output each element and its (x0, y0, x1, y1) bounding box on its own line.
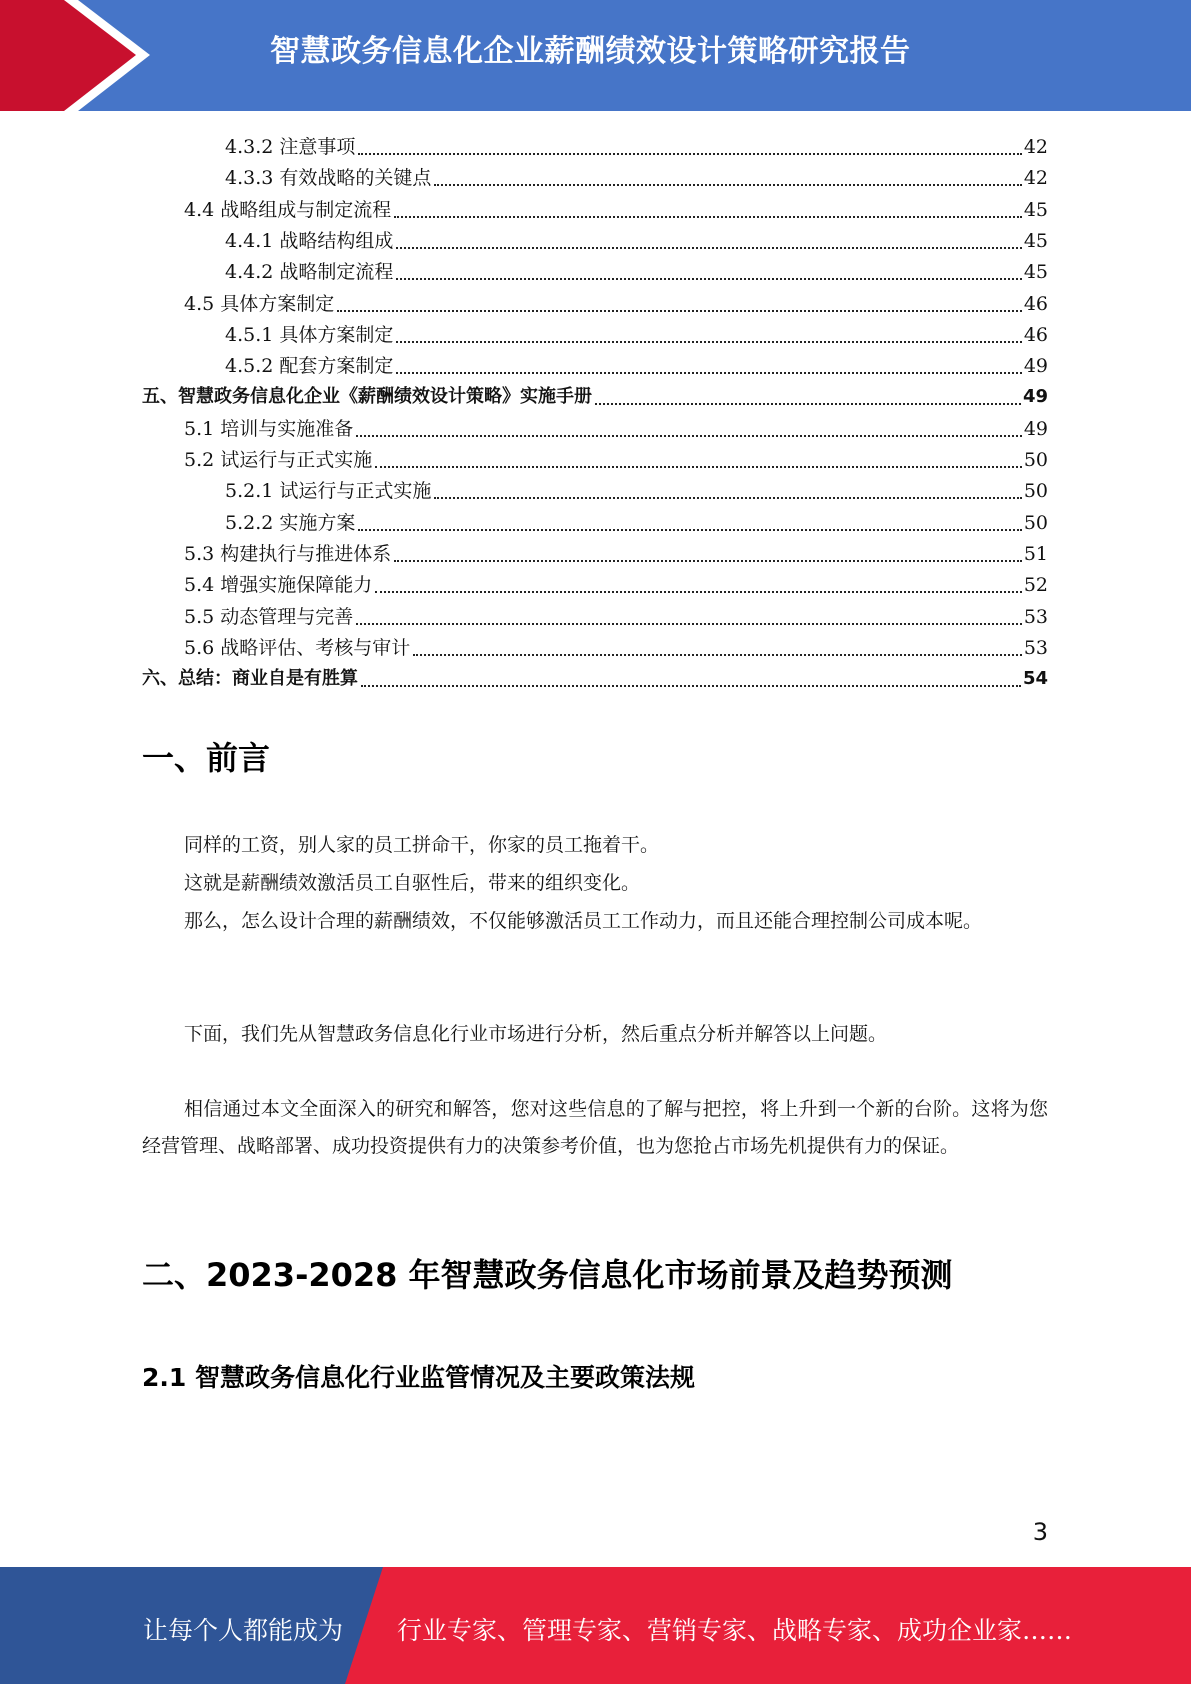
toc-entry[interactable] (225, 347, 1048, 378)
toc-entry-page: 46 (1023, 292, 1048, 315)
toc-entry-page: 49 (1022, 386, 1048, 408)
toc-entry-page: 50 (1023, 449, 1048, 471)
toc-entry-page: 42 (1023, 167, 1048, 190)
toc-entry-page: 53 (1023, 636, 1048, 659)
toc-dot-leader (413, 653, 1022, 656)
toc-entry-label: 4.4.2 战略制定流程 (225, 261, 394, 284)
toc-dot-leader (394, 559, 1022, 562)
paragraph: 相信通过本文全面深入的研究和解答，您对这些信息的了解与把控，将上升到一个新的台阶。这将为您经营管理、战略部署、成功投资提供有力的决策参考价值，也为您抢占市场先机提供有力的保证。 (142, 1098, 1048, 1157)
toc-entry[interactable] (184, 598, 1048, 629)
toc-entry-label: 5.5 动态管理与完善 (184, 605, 354, 628)
toc-entry[interactable] (225, 222, 1048, 253)
toc-entry-label: 4.5 具体方案制定 (184, 292, 335, 315)
report-title: 智慧政务信息化企业薪酬绩效设计策略研究报告 (270, 34, 911, 69)
toc-entry-page: 49 (1023, 355, 1048, 378)
toc-entry[interactable] (184, 441, 1048, 472)
toc-entry-label: 5.2.1 试运行与正式实施 (225, 480, 432, 503)
toc-dot-leader (394, 215, 1022, 218)
toc-entry-label: 4.3.3 有效战略的关键点 (225, 167, 432, 190)
toc-entry-label: 5.6 战略评估、考核与审计 (184, 636, 411, 659)
toc-dot-leader (396, 371, 1021, 374)
toc-entry[interactable] (225, 159, 1048, 190)
toc-dot-leader (396, 277, 1021, 280)
toc-dot-leader (375, 465, 1022, 468)
toc-dot-leader (396, 340, 1021, 343)
toc-entry-page: 42 (1023, 136, 1048, 158)
header-banner (0, 0, 1191, 111)
toc-entry[interactable] (184, 629, 1048, 660)
toc-entry[interactable] (225, 128, 1048, 159)
toc-entry-page: 50 (1023, 511, 1048, 534)
section-heading-market-outlook: 二、2023-2028 年智慧政务信息化市场前景及趋势预测 (142, 1256, 953, 1294)
toc-entry-page: 50 (1023, 480, 1048, 503)
toc-entry[interactable] (184, 410, 1048, 441)
toc-entry-label: 4.5.2 配套方案制定 (225, 355, 394, 378)
toc-entry-page: 52 (1023, 574, 1048, 597)
toc-dot-leader (595, 402, 1021, 405)
toc-entry-label: 5.2.2 实施方案 (225, 511, 356, 534)
toc-dot-leader (356, 622, 1022, 625)
paragraph: 这就是薪酬绩效激活员工自驱性后，带来的组织变化。 (184, 872, 641, 894)
toc-entry-label: 4.5.1 具体方案制定 (225, 323, 394, 346)
page-number: 3 (1032, 1518, 1048, 1546)
toc-dot-leader (434, 496, 1021, 499)
toc-entry[interactable] (184, 566, 1048, 597)
toc-entry-page: 53 (1023, 605, 1048, 628)
toc-entry-label: 4.4.1 战略结构组成 (225, 229, 394, 252)
toc-entry[interactable] (142, 378, 1048, 409)
toc-entry-page: 45 (1023, 198, 1048, 221)
toc-dot-leader (434, 183, 1021, 186)
toc-entry-label: 5.3 构建执行与推进体系 (184, 542, 392, 565)
paragraph: 同样的工资，别人家的员工拼命干，你家的员工拖着干。 (184, 834, 660, 856)
paragraph: 那么，怎么设计合理的薪酬绩效，不仅能够激活员工工作动力，而且还能合理控制公司成本呢。 (184, 910, 983, 932)
toc-dot-leader (396, 246, 1021, 249)
toc-entry[interactable] (225, 504, 1048, 535)
paragraph: 下面，我们先从智慧政务信息化行业市场进行分析，然后重点分析并解答以上问题。 (184, 1023, 888, 1045)
toc-entry-page: 54 (1022, 668, 1048, 690)
toc-entry-label: 5.2 试运行与正式实施 (184, 449, 373, 471)
toc-entry-label: 5.4 增强实施保障能力 (184, 574, 373, 597)
toc-dot-leader (356, 434, 1022, 437)
toc-dot-leader (375, 590, 1022, 593)
toc-entry-page: 49 (1023, 417, 1048, 440)
toc-entry[interactable] (184, 285, 1048, 316)
subsection-heading-regulation: 2.1 智慧政务信息化行业监管情况及主要政策法规 (142, 1363, 695, 1392)
footer-slogan-left: 让每个人都能成为 (143, 1616, 344, 1645)
toc-entry[interactable] (184, 535, 1048, 566)
footer-banner (0, 1567, 1191, 1684)
toc-entry-label: 4.4 战略组成与制定流程 (184, 198, 392, 221)
section-heading-preface: 一、前言 (142, 739, 271, 777)
toc-dot-leader (358, 152, 1021, 155)
toc-entry[interactable] (225, 316, 1048, 347)
toc-dot-leader (358, 528, 1021, 531)
toc-dot-leader (337, 309, 1022, 312)
toc-entry-label: 六、总结：商业自是有胜算 (142, 668, 358, 690)
toc-entry[interactable] (184, 191, 1048, 222)
toc-entry-page: 45 (1023, 261, 1048, 284)
toc-entry[interactable] (225, 253, 1048, 284)
toc-entry-label: 5.1 培训与实施准备 (184, 417, 354, 440)
toc-entry-page: 46 (1023, 323, 1048, 346)
toc-entry-label: 4.3.2 注意事项 (225, 136, 356, 158)
toc-dot-leader (361, 684, 1021, 687)
footer-slogan-right: 行业专家、管理专家、营销专家、战略专家、成功企业家…… (397, 1616, 1073, 1645)
toc-entry-page: 51 (1023, 542, 1048, 565)
toc-entry[interactable] (225, 472, 1048, 503)
toc-entry-label: 五、智慧政务信息化企业《薪酬绩效设计策略》实施手册 (142, 386, 592, 408)
toc-entry[interactable] (142, 660, 1048, 691)
toc-entry-page: 45 (1023, 229, 1048, 252)
